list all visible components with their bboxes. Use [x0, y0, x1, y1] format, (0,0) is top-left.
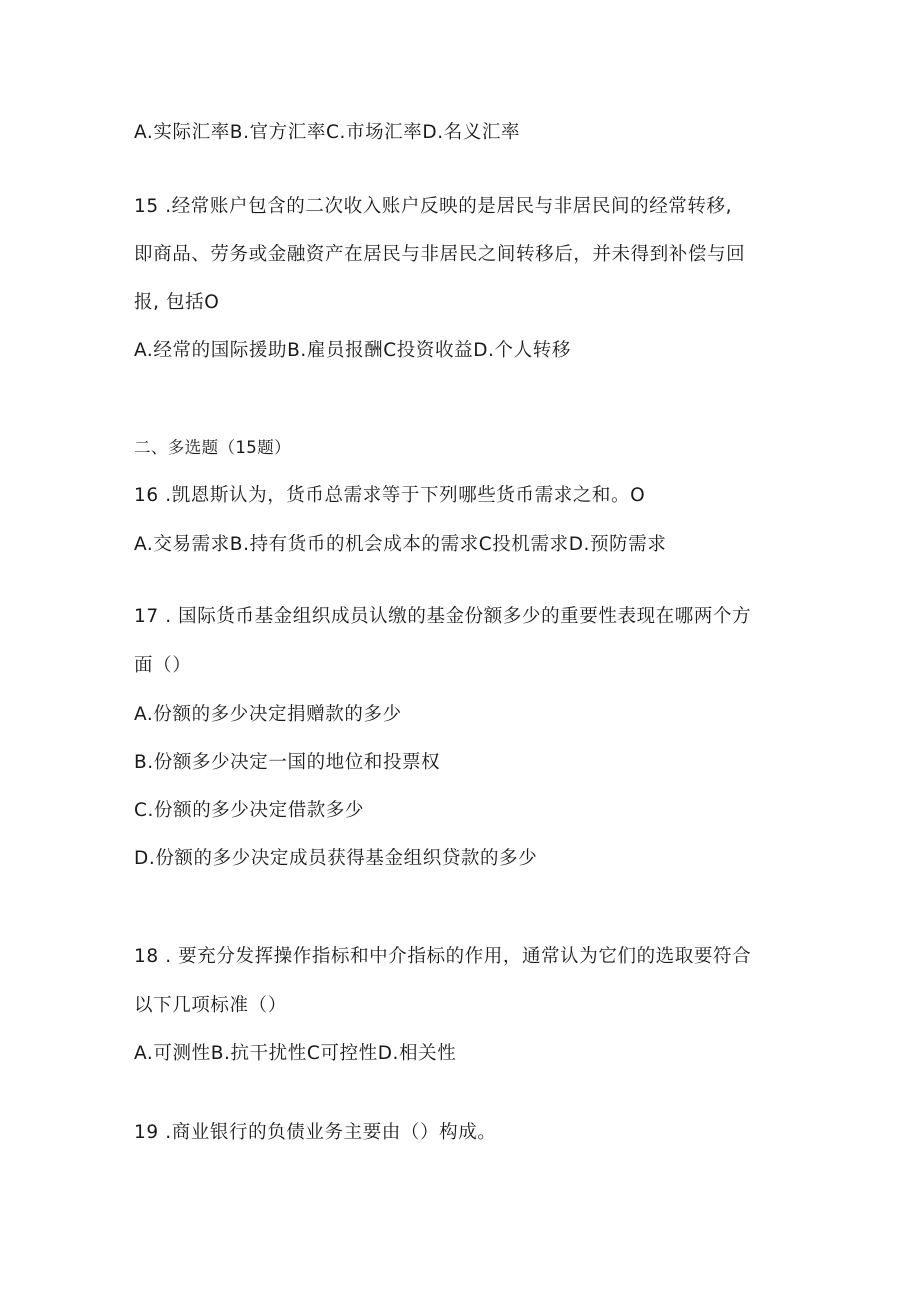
q18-stem-line2: 以下几项标准（）	[134, 995, 287, 1016]
q17-option-d: D.份额的多少决定成员获得基金组织贷款的多少	[134, 848, 538, 869]
q14-options: A.实际汇率B.官方汇率C.市场汇率D.名义汇率	[134, 122, 521, 143]
q17-option-c: C.份额的多少决定借款多少	[134, 800, 365, 821]
section-title-multiple-choice: 二、多选题（15题）	[134, 438, 291, 457]
q19-stem: 19 .商业银行的负债业务主要由（）构成。	[134, 1122, 497, 1143]
q15-options: A.经常的国际援助B.雇员报酬C投资收益D.个人转移	[134, 340, 571, 361]
q17-stem-line1: 17 . 国际货币基金组织成员认缴的基金份额多少的重要性表现在哪两个方	[134, 606, 752, 627]
q16-options: A.交易需求B.持有货币的机会成本的需求C投机需求D.预防需求	[134, 534, 667, 555]
q18-options: A.可测性B.抗干扰性C可控性D.相关性	[134, 1043, 457, 1064]
q17-stem-line2: 面（）	[134, 655, 192, 676]
q16-stem: 16 .凯恩斯认为，货币总需求等于下列哪些货币需求之和。O	[134, 485, 646, 506]
q18-stem-line1: 18 . 要充分发挥操作指标和中介指标的作用，通常认为它们的选取要符合	[134, 946, 752, 967]
q15-stem-line3: 报, 包括O	[134, 292, 220, 313]
q17-option-a: A.份额的多少决定捐赠款的多少	[134, 704, 402, 725]
q15-stem-line2: 即商品、劳务或金融资产在居民与非居民之间转移后，并未得到补偿与回	[134, 244, 746, 265]
q15-stem-line1: 15 .经常账户包含的二次收入账户反映的是居民与非居民间的经常转移,	[134, 196, 733, 217]
q17-option-b: B.份额多少决定一国的地位和投票权	[134, 752, 441, 773]
